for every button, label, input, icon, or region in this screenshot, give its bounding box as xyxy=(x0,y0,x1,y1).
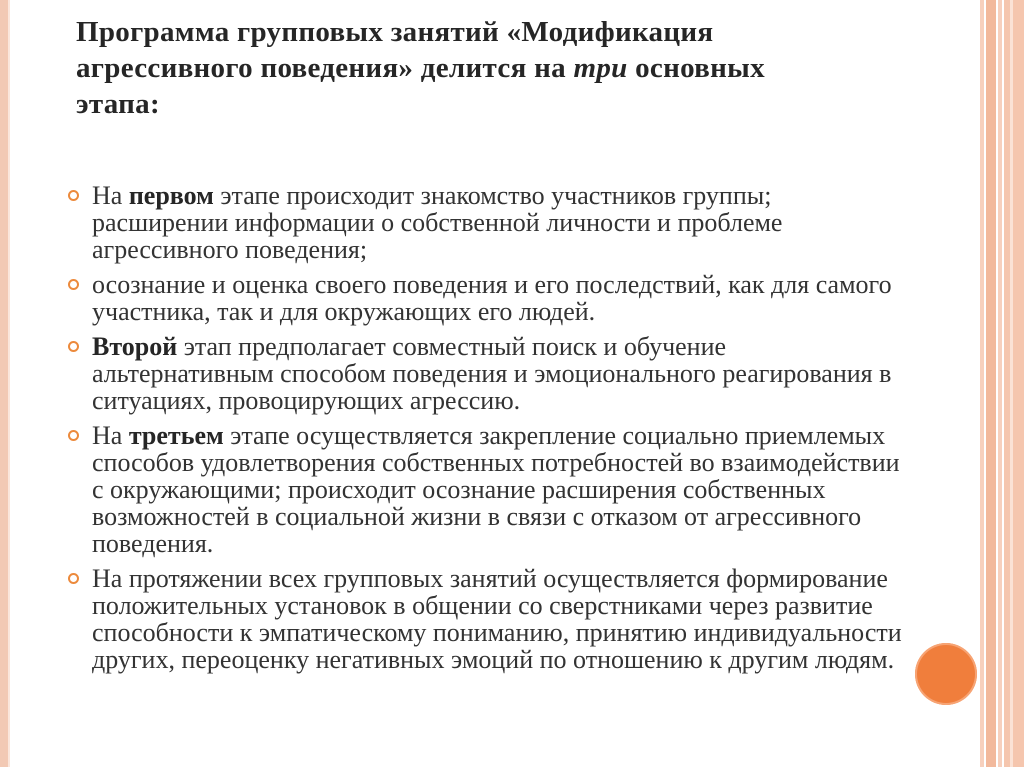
decor-stripe xyxy=(1010,0,1013,767)
bullet-circle-icon xyxy=(68,430,79,441)
slide-title xyxy=(76,14,896,122)
left-decor-bar xyxy=(0,0,8,767)
left-decor-line xyxy=(8,0,10,767)
list-item: На третьем этапе осуществляется закрепление социально приемлемых способов удовлетворения собственных потребностей во взаимодействии с окружающими; происходит осознание расширения собственных возможностей в социальной жизни в связи с отказом от агрессивного поведения. xyxy=(66,422,906,557)
bullet-circle-icon xyxy=(68,341,79,352)
right-decor-stripes xyxy=(980,0,1024,767)
list-item: На первом этапе происходит знакомство участников группы; расширении информации о собственной личности и проблеме агрессивного поведения; xyxy=(66,182,906,263)
title-line-1: Программа групповых занятий «Модификация xyxy=(76,16,714,48)
decor-stripe xyxy=(980,0,984,767)
title-line-3: этапа: xyxy=(76,88,160,120)
list-item: Второй этап предполагает совместный поиск и обучение альтернативным способом поведения и эмоционального реагирования в ситуациях, провоцирующих агрессию. xyxy=(66,333,906,414)
decor-stripe xyxy=(986,0,996,767)
title-line-2: агрессивного поведения» делится на три основных xyxy=(76,52,765,84)
bullet-list xyxy=(66,182,906,681)
decor-stripe xyxy=(1004,0,1024,767)
bullet-circle-icon xyxy=(68,573,79,584)
list-item: осознание и оценка своего поведения и его последствий, как для самого участника, так и для окружающих его людей. xyxy=(66,271,906,325)
decor-stripe xyxy=(998,0,1002,767)
bullet-circle-icon xyxy=(68,190,79,201)
bullet-circle-icon xyxy=(68,279,79,290)
decor-circle xyxy=(915,643,977,705)
list-item: На протяжении всех групповых занятий осуществляется формирование положительных установок в общении со сверстниками через развитие способности к эмпатическому пониманию, принятию индивидуальности других, переоценку негативных эмоций по отношению к другим людям. xyxy=(66,565,906,673)
